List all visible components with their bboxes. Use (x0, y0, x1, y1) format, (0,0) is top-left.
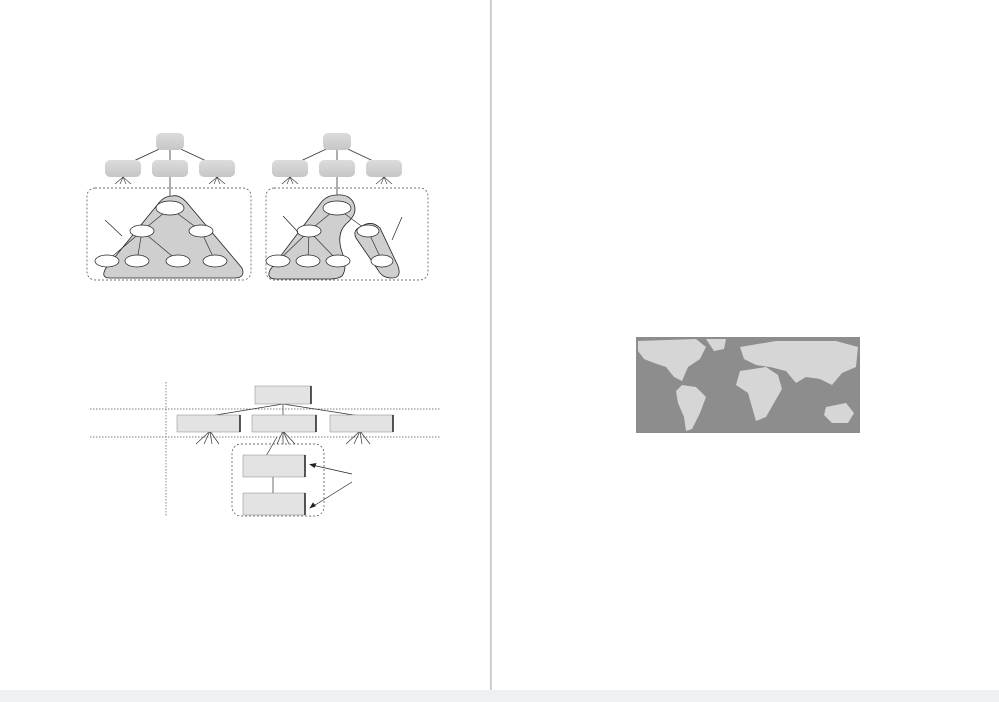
auth-server-y-abc (243, 493, 305, 515)
figure-6-3-diagram (60, 382, 440, 520)
left-page (0, 0, 491, 690)
text-line (22, 648, 466, 668)
tld-node-org (272, 160, 308, 177)
right-paragraph-3 (537, 458, 981, 519)
text-line (537, 578, 981, 598)
text-line (537, 137, 981, 157)
left-paragraph-4 (22, 548, 466, 609)
text-line (537, 218, 981, 238)
text-line (537, 36, 981, 56)
text-line (22, 669, 466, 689)
figure-6-2a (87, 133, 251, 280)
left-paragraph-1 (22, 26, 466, 46)
text-line (537, 157, 981, 177)
tld-node-com (152, 160, 188, 177)
text-line (22, 353, 466, 373)
text-line (22, 333, 466, 353)
text-line (22, 608, 466, 628)
root-node (156, 133, 184, 150)
root-server-box (255, 386, 311, 404)
text-line (537, 518, 981, 538)
text-line (22, 568, 466, 588)
text-line (22, 86, 466, 106)
tld-server-org (177, 415, 240, 432)
text-line (537, 598, 981, 618)
text-line (537, 458, 981, 478)
tld-node-org (105, 160, 141, 177)
text-line (537, 198, 981, 218)
tld-node-edu (366, 160, 402, 177)
text-line (537, 97, 981, 117)
text-line (22, 628, 466, 648)
text-line (22, 313, 466, 333)
text-line (22, 548, 466, 568)
text-line (537, 558, 981, 578)
tld-server-com (252, 415, 316, 432)
right-paragraph-2 (537, 239, 981, 340)
text-line (537, 478, 981, 498)
tld-server-edu (330, 415, 393, 432)
text-line (537, 538, 981, 558)
text-line (537, 259, 981, 279)
figure-6-4-world-map (636, 337, 860, 433)
text-line (537, 279, 981, 299)
text-line (22, 107, 466, 127)
text-line (22, 588, 466, 608)
text-line (537, 117, 981, 137)
right-paragraph-5 (537, 578, 981, 618)
right-paragraph-4 (537, 518, 981, 579)
root-node (323, 133, 351, 150)
text-line (537, 300, 981, 320)
left-paragraph-5 (22, 608, 466, 689)
figure-6-2b (266, 133, 428, 280)
text-line (22, 26, 466, 46)
text-line (537, 498, 981, 518)
tld-node-com (319, 160, 355, 177)
figure-6-2-diagram (80, 128, 440, 298)
text-line (537, 177, 981, 197)
text-line (22, 46, 466, 66)
text-line (537, 239, 981, 259)
text-line (537, 76, 981, 96)
text-line (22, 66, 466, 86)
text-line (537, 56, 981, 76)
right-page (491, 0, 999, 690)
tld-node-edu (199, 160, 235, 177)
auth-server-abc (243, 455, 305, 477)
